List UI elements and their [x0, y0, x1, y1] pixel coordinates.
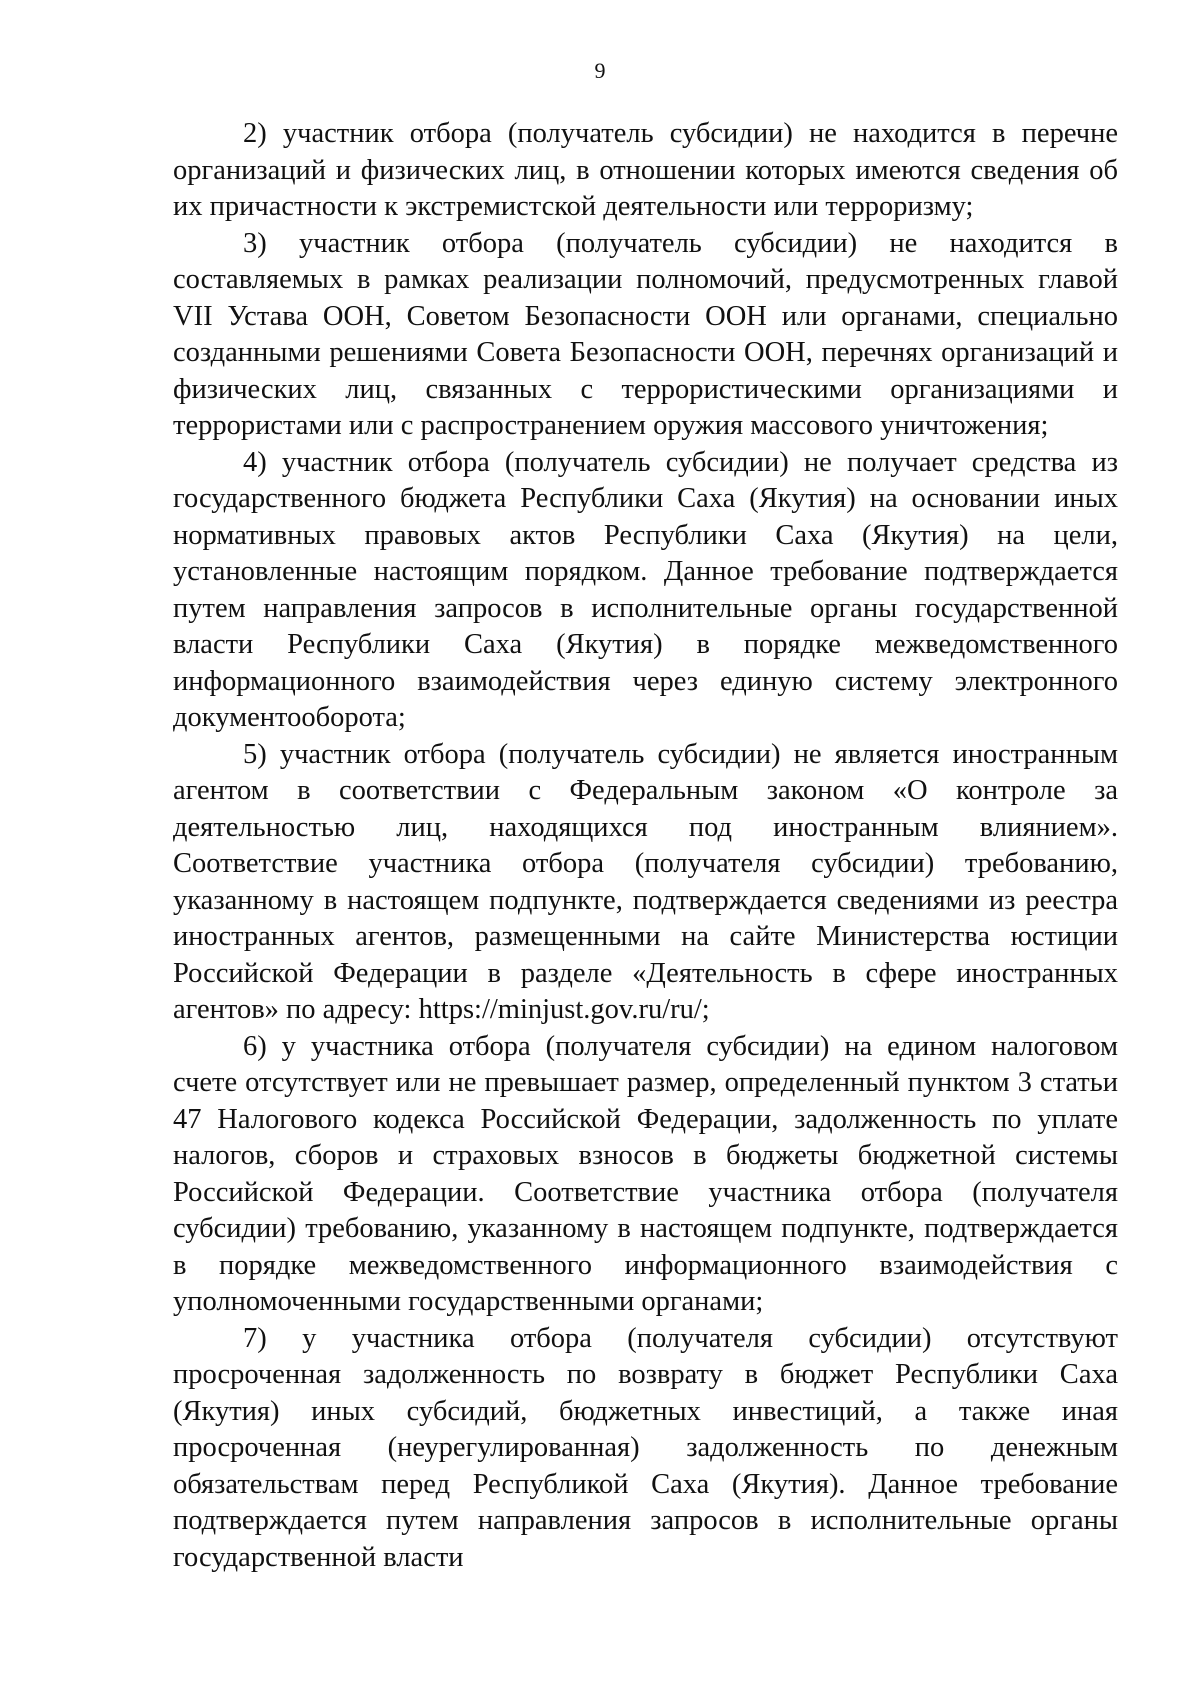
document-body: [173, 116, 1118, 1576]
paragraph-item-7: 7) у участника отбора (получателя субсидии) отсутствуют просроченная задолженность по возврату в бюджет Республики Саха (Якутия) иных субсидий, бюджетных инвестиций, а также иная просроченная (неурегулированная) задолженность по денежным обязательствам перед Республикой Саха (Якутия). Данное требование подтверждается путем направления запросов в исполнительные органы государственной власти: [173, 1322, 1118, 1573]
paragraph-item-6: 6) у участника отбора (получателя субсидии) на едином налоговом счете отсутствует или не превышает размер, определенный пунктом 3 статьи 47 Налогового кодекса Российской Федерации, задолженность по уплате налогов, сборов и страховых взносов в бюджеты бюджетной системы Российской Федерации. Соответствие участника отбора (получателя субсидии) требованию, указанному в настоящем подпункте, подтверждается в порядке межведомственного информационного взаимодействия с уполномоченными государственными органами;: [173, 1030, 1118, 1317]
page-number: 9: [594, 58, 606, 83]
paragraph-item-5: 5) участник отбора (получатель субсидии) не является иностранным агентом в соответствии с Федеральным законом «О контроле за деятельностью лиц, находящихся под иностранным влиянием». Соответствие участника отбора (получателя субсидии) требованию, указанному в настоящем подпункте, подтверждается сведениями из реестра иностранных агентов, размещенными на сайте Министерства юстиции Российской Федерации в разделе «Деятельность в сфере иностранных агентов» по адресу: https://minjust.gov.ru/ru/;: [173, 738, 1118, 1025]
paragraph-item-2: 2) участник отбора (получатель субсидии) не находится в перечне организаций и физических лиц, в отношении которых имеются сведения об их причастности к экстремистской деятельности или терроризму;: [173, 118, 1118, 222]
paragraph-item-3: 3) участник отбора (получатель субсидии) не находится в составляемых в рамках реализации полномочий, предусмотренных главой VII Устава ООН, Советом Безопасности ООН или органами, специально созданными решениями Совета Безопасности ООН, перечнях организаций и физических лиц, связанных с террористическими организациями и террористами или с распространением оружия массового уничтожения;: [173, 227, 1118, 441]
paragraph-item-4: 4) участник отбора (получатель субсидии) не получает средства из государственного бюджета Республики Саха (Якутия) на основании иных нормативных правовых актов Республики Саха (Якутия) на цели, установленные настоящим порядком. Данное требование подтверждается путем направления запросов в исполнительные органы государственной власти Республики Саха (Якутия) в порядке межведомственного информационного взаимодействия через единую систему электронного документооборота;: [173, 446, 1118, 733]
